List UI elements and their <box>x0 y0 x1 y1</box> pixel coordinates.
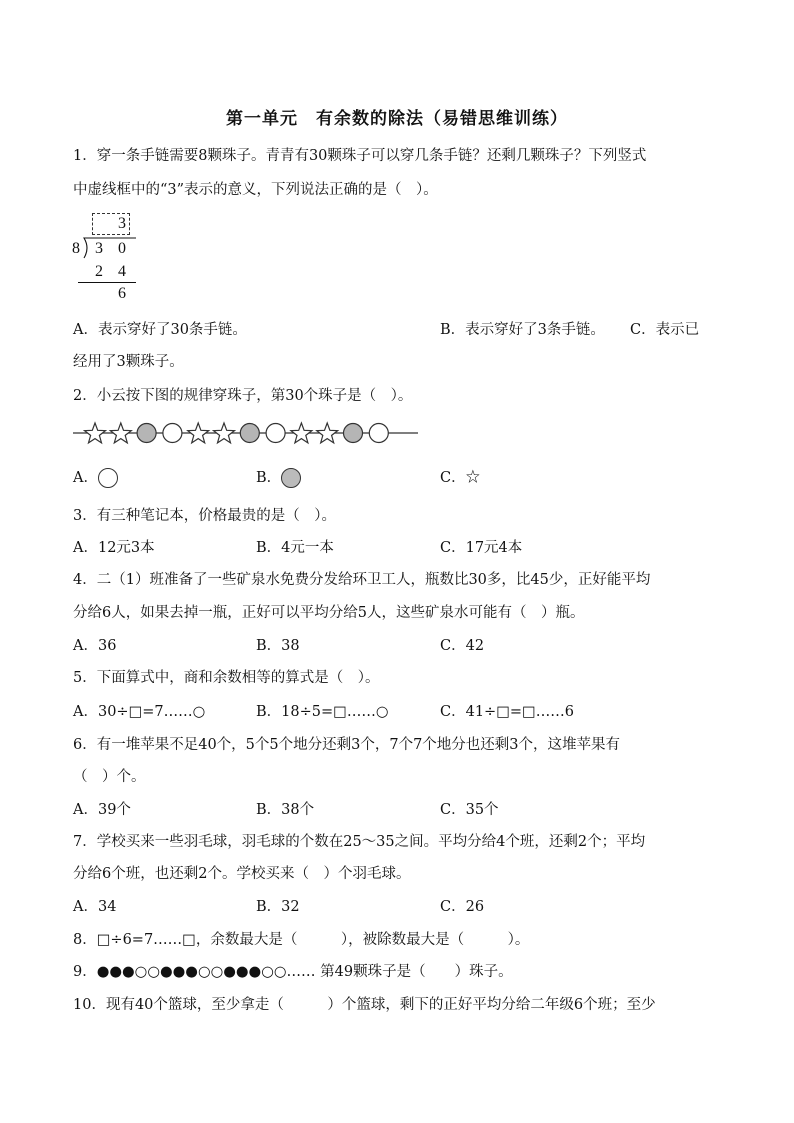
long-division <box>70 210 150 305</box>
gray-bead-icon <box>281 468 301 488</box>
q1-option-a: A．表示穿好了30条手链。 <box>73 322 247 338</box>
subtraction-line <box>78 282 136 283</box>
remainder: 6 <box>118 285 126 302</box>
star-bead-icon <box>110 423 131 443</box>
gray-bead-icon <box>344 424 363 443</box>
q2-option-c: C．☆ <box>440 470 481 486</box>
white-bead-icon <box>163 424 182 443</box>
star-bead-icon <box>317 423 338 443</box>
q3-line1: 3．有三种笔记本，价格最贵的是（ ）。 <box>73 508 336 524</box>
q6-option-c: C．35个 <box>440 802 499 818</box>
q1-line2: 中虚线框中的“3”表示的意义，下列说法正确的是（ ）。 <box>73 182 438 198</box>
q7-option-a: A．34 <box>73 899 117 915</box>
q7-option-c: C．26 <box>440 899 485 915</box>
q1-line1: 1．穿一条手链需要8颗珠子。青青有30颗珠子可以穿几条手链？还剩几颗珠子？下列竖式 <box>73 148 647 164</box>
white-bead-icon <box>98 468 118 488</box>
star-bead-icon <box>214 423 235 443</box>
q4-line1: 4．二（1）班准备了一些矿泉水免费分发给环卫工人，瓶数比30多，比45少，正好能平均 <box>73 572 651 588</box>
dividend-tens: 3 <box>95 240 103 257</box>
q3-option-b: B．4元一本 <box>256 540 334 556</box>
q4-option-a: A．36 <box>73 638 117 654</box>
q1-option-b: B．表示穿好了3条手链。 <box>440 322 605 338</box>
q6-line1: 6．有一堆苹果不足40个，5个5个地分还剩3个，7个7个地分也还剩3个，这堆苹果有 <box>73 737 621 753</box>
q6-option-a: A．39个 <box>73 802 131 818</box>
q4-line2: 分给6人，如果去掉一瓶，正好可以平均分给5人，这些矿泉水可能有（ ）瓶。 <box>73 605 585 621</box>
star-bead-icon <box>291 423 312 443</box>
q7-option-b: B．32 <box>256 899 300 915</box>
q7-line1: 7．学校买来一些羽毛球，羽毛球的个数在25～35之间。平均分给4个班，还剩2个；平均 <box>73 834 646 850</box>
q8-line1: 8．□÷6=7……□，余数最大是（ ），被除数最大是（ ）。 <box>73 932 530 948</box>
q5-option-a: A．30÷□=7……○ <box>73 704 206 720</box>
bead-string <box>73 420 418 446</box>
q4-option-c: C．42 <box>440 638 485 654</box>
q10-line1: 10．现有40个篮球，至少拿走（ ）个篮球，剩下的正好平均分给二年级6个班；至少 <box>73 997 656 1013</box>
quotient-digit: 3 <box>118 215 126 232</box>
q2-option-b: B． <box>256 468 301 488</box>
q6-line2: （ ）个。 <box>73 769 146 785</box>
star-bead-icon <box>188 423 209 443</box>
q9-line1: 9．●●●○○●●●○○●●●○○…… 第49颗珠子是（ ）珠子。 <box>73 964 513 980</box>
product-ones: 4 <box>118 263 126 280</box>
q5-option-c: C．41÷□=□……6 <box>440 704 574 720</box>
q3-option-c: C．17元4本 <box>440 540 523 556</box>
divisor: 8 <box>72 240 80 257</box>
division-bracket <box>80 236 140 260</box>
page-title: 第一单元 有余数的除法（易错思维训练） <box>226 109 568 129</box>
q6-option-b: B．38个 <box>256 802 315 818</box>
white-bead-icon <box>369 424 388 443</box>
q2-option-a: A． <box>73 468 118 488</box>
gray-bead-icon <box>240 424 259 443</box>
q2-line1: 2．小云按下图的规律穿珠子，第30个珠子是（ ）。 <box>73 388 413 404</box>
q4-option-b: B．38 <box>256 638 300 654</box>
q1-option-c: C．表示已 <box>630 322 700 338</box>
q5-option-b: B．18÷5=□……○ <box>256 704 389 720</box>
q5-line1: 5．下面算式中，商和余数相等的算式是（ ）。 <box>73 670 380 686</box>
dividend-ones: 0 <box>118 240 126 257</box>
product-tens: 2 <box>95 263 103 280</box>
q3-option-a: A．12元3本 <box>73 540 155 556</box>
gray-bead-icon <box>137 424 156 443</box>
star-bead-icon <box>85 423 106 443</box>
white-bead-icon <box>266 424 285 443</box>
q7-line2: 分给6个班，也还剩2个。学校买来（ ）个羽毛球。 <box>73 866 411 882</box>
q1-option-c-cont: 经用了3颗珠子。 <box>73 354 184 370</box>
